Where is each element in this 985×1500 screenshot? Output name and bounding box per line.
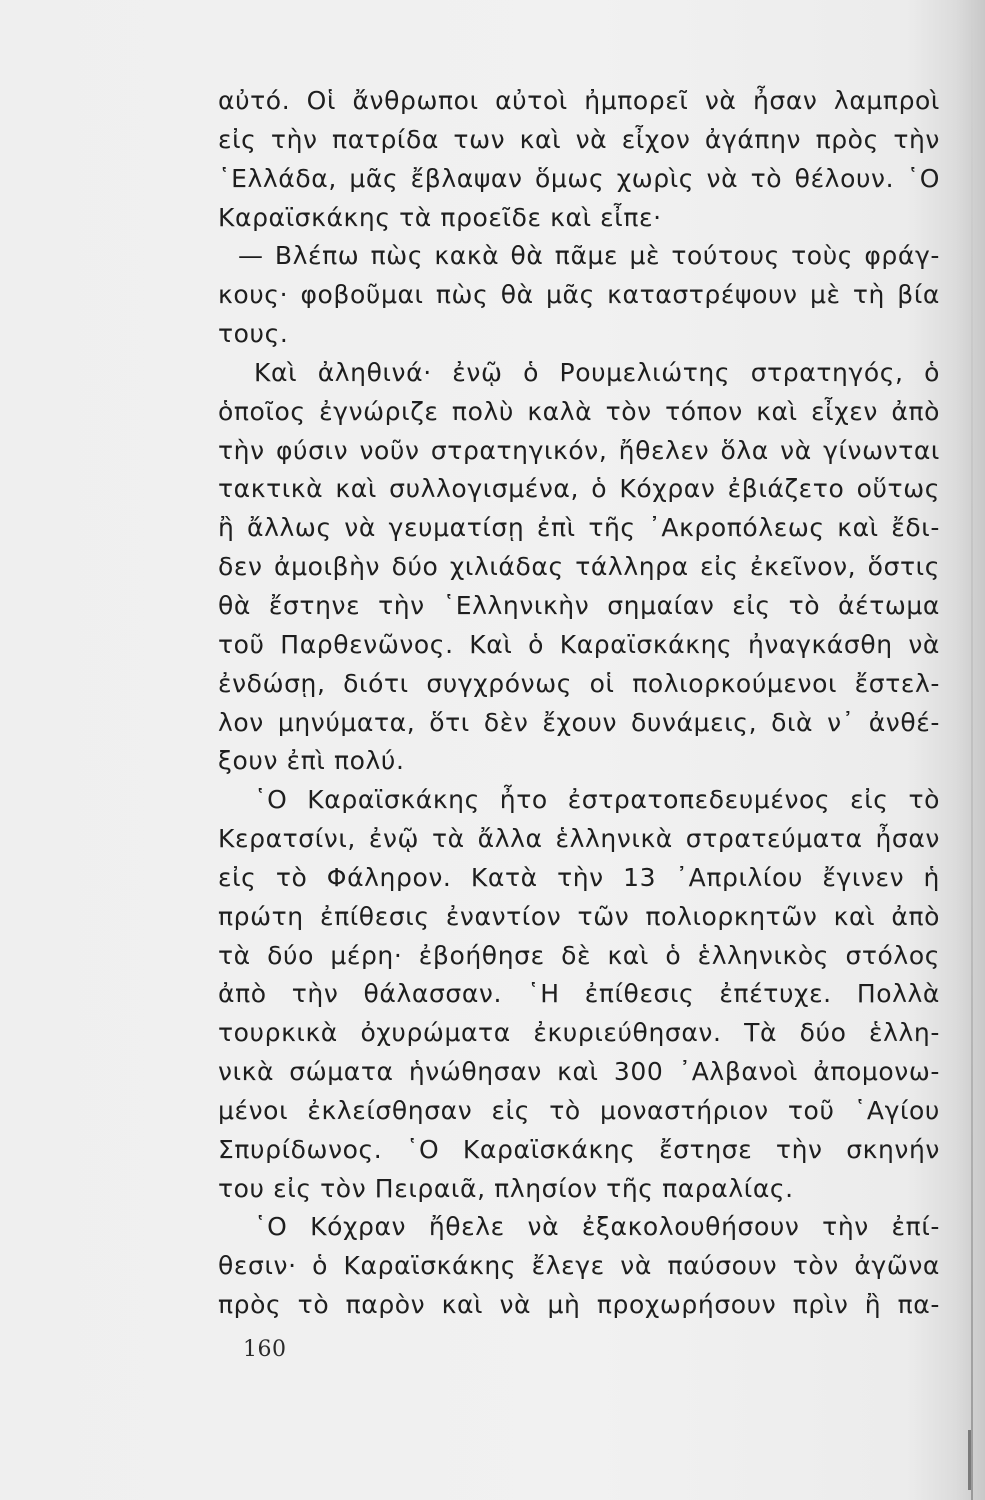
text-line: λον μηνύματα, ὅτι δὲν ἔχουν δυνάμεις, διὰ ν᾿ ἀνθέ- xyxy=(218,707,940,737)
text-line: θὰ ἔστηνε τὴν ῾Ελληνικὴν σημαίαν εἰς τὸ ἀέτωμα xyxy=(218,590,940,620)
text-line: τοῦ Παρθενῶνος. Καὶ ὁ Καραϊσκάκης ἠναγκάσθη νὰ xyxy=(218,629,940,659)
body-text xyxy=(218,82,940,1325)
text-line: — Βλέπω πὼς κακὰ θὰ πᾶμε μὲ τούτους τοὺς φράγ- xyxy=(238,241,940,271)
text-line: μένοι ἐκλείσθησαν εἰς τὸ μοναστήριον τοῦ ῾Αγίου xyxy=(218,1095,940,1125)
text-line: εἰς τὴν πατρίδα των καὶ νὰ εἶχον ἀγάπην πρὸς τὴν xyxy=(218,124,940,154)
text-line: τὰ δύο μέρη· ἐβοήθησε δὲ καὶ ὁ ἑλληνικὸς στόλος xyxy=(218,940,940,970)
text-line: Σπυρίδωνος. ῾Ο Καραϊσκάκης ἔστησε τὴν σκηνήν xyxy=(218,1134,940,1164)
page-edge-mark xyxy=(968,1430,971,1490)
text-line: κους· φοβοῦμαι πὼς θὰ μᾶς καταστρέψουν μὲ τὴ βία xyxy=(218,280,940,310)
text-line: νικὰ σώματα ἡνώθησαν καὶ 300 ᾿Αλβανοὶ ἀπομονω- xyxy=(218,1057,940,1087)
text-line: ὁποῖος ἐγνώριζε πολὺ καλὰ τὸν τόπον καὶ εἶχεν ἀπὸ xyxy=(218,396,940,426)
text-line: αὐτό. Οἱ ἄνθρωποι αὐτοὶ ἠμπορεῖ νὰ ἦσαν λαμπροὶ xyxy=(218,86,940,115)
text-line: Κερατσίνι, ἐνῷ τὰ ἄλλα ἑλληνικὰ στρατεύματα ἦσαν xyxy=(218,824,940,854)
text-line: πρώτη ἐπίθεσις ἐναντίον τῶν πολιορκητῶν καὶ ἀπὸ xyxy=(218,901,940,931)
page-number: 160 xyxy=(243,1337,287,1362)
text-line: ῾Ο Κόχραν ἤθελε νὰ ἐξακολουθήσουν τὴν ἐπί- xyxy=(254,1212,940,1242)
text-line: ῾Ελλάδα, μᾶς ἔβλαψαν ὅμως χωρὶς νὰ τὸ θέλουν. ῾Ο xyxy=(218,163,940,193)
text-line: τακτικὰ καὶ συλλογισμένα, ὁ Κόχραν ἐβιάζετο οὕτως xyxy=(218,474,940,504)
text-line: ῾Ο Καραϊσκάκης ἦτο ἐστρατοπεδευμένος εἰς τὸ xyxy=(254,785,940,815)
text-line: Καὶ ἀληθινά· ἐνῷ ὁ Ρουμελιώτης στρατηγός, ὁ xyxy=(254,357,940,387)
text-line: τὴν φύσιν νοῦν στρατηγικόν, ἤθελεν ὅλα νὰ γίνωνται xyxy=(218,435,940,465)
text-line: τους. xyxy=(218,319,289,349)
text-line: Καραϊσκάκης τὰ προεῖδε καὶ εἶπε· xyxy=(218,202,662,232)
text-line: ἢ ἄλλως νὰ γευματίσῃ ἐπὶ τῆς ᾿Ακροπόλεως καὶ ἔδι- xyxy=(218,513,940,543)
text-line: του εἰς τὸν Πειραιᾶ, πλησίον τῆς παραλίας. xyxy=(218,1173,794,1203)
text-line: πρὸς τὸ παρὸν καὶ νὰ μὴ προχωρήσουν πρὶν ἢ πα- xyxy=(218,1290,940,1320)
text-line: εἰς τὸ Φάληρον. Κατὰ τὴν 13 ᾿Απριλίου ἔγινεν ἡ xyxy=(218,862,940,892)
text-line: τουρκικὰ ὀχυρώματα ἐκυριεύθησαν. Τὰ δύο ἑλλη- xyxy=(218,1018,940,1048)
text-line: ἐνδώσῃ, διότι συγχρόνως οἱ πολιορκούμενοι ἔστελ- xyxy=(218,668,940,698)
text-line: ξουν ἐπὶ πολύ. xyxy=(218,746,405,776)
text-line: ἀπὸ τὴν θάλασσαν. ῾Η ἐπίθεσις ἐπέτυχε. Πολλὰ xyxy=(218,979,940,1009)
text-line: δεν ἀμοιβὴν δύο χιλιάδας τάλληρα εἰς ἐκεῖνον, ὅστις xyxy=(218,552,940,582)
page-edge-shadow xyxy=(971,0,973,1500)
text-line: θεσιν· ὁ Καραϊσκάκης ἔλεγε νὰ παύσουν τὸν ἀγῶνα xyxy=(218,1251,940,1281)
